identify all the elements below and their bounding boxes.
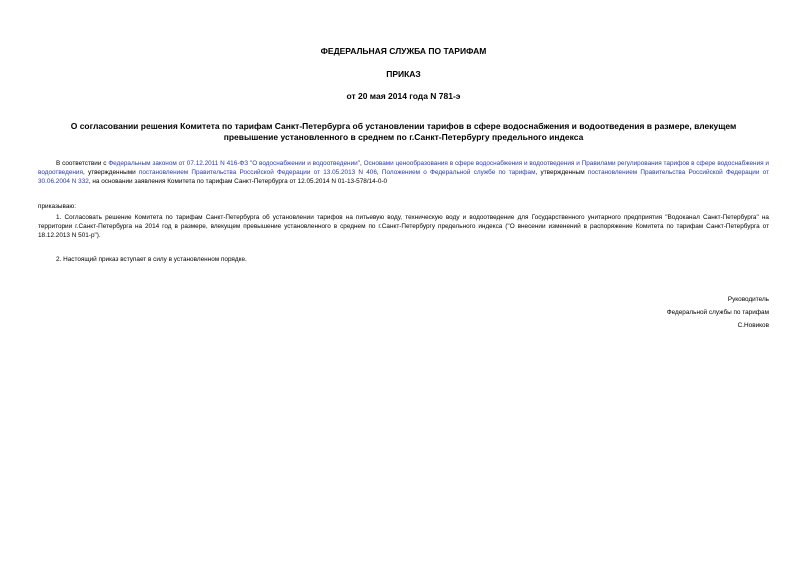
link-fst-regulation[interactable]: Положением о Федеральной службе по тарифам bbox=[381, 168, 536, 176]
order-item-2: 2. Настоящий приказ вступает в силу в установленном порядке. bbox=[56, 256, 247, 263]
preamble-text-2: , bbox=[360, 160, 364, 167]
agency-name: ФЕДЕРАЛЬНАЯ СЛУЖБА ПО ТАРИФАМ bbox=[320, 46, 487, 56]
preamble-paragraph bbox=[38, 160, 769, 186]
document-title: О согласовании решения Комитета по тарифам Санкт-Петербурга об установлении тарифов в сфере водоснабжения и водоотведения в размере, влекущем превышение установленного в среднем по г.Санкт-Петербургу предельного индекса bbox=[70, 121, 737, 142]
preamble-text-1: В соответствии с bbox=[56, 160, 109, 167]
order-item-1: 1. Согласовать решение Комитета по тарифам Санкт-Петербурга об установлении тарифов на питьевую воду, техническую воду и водоотведение для Государственного унитарного предприятия "Водоканал Санкт-Петербурга" на территории г.Санкт-Петербурга на 2014 год в размере, влекущем превышение установленного в среднем по г.Санкт-Петербургу предельного индекса ("О внесении изменений в распоряжение Комитета по тарифам Санкт-Петербурга от 18.12.2013 N 501-р"). bbox=[38, 214, 769, 239]
document-type: ПРИКАЗ bbox=[386, 69, 421, 79]
signature-title: Руководитель bbox=[727, 296, 769, 303]
document-date: от 20 мая 2014 года N 781-э bbox=[346, 91, 461, 101]
document-page bbox=[38, 0, 769, 571]
preamble-text-6: , на основании заявления Комитета по тарифам Санкт-Петербурга от 12.05.2014 N 01-13-578/14-0-0 bbox=[88, 177, 388, 185]
signature-name: С.Новиков bbox=[737, 322, 769, 329]
preamble-text-4: , bbox=[376, 168, 382, 176]
signature-organization: Федеральной службы по тарифам bbox=[666, 309, 769, 316]
link-resolution-332[interactable]: постановлением Правительства Российской Федерации от 30.06.2004 N 332 bbox=[38, 168, 769, 185]
link-pricing-basics[interactable]: Основами ценообразования в сфере водоснабжения и водоотведения и Правилами регулирования тарифов в сфере водоснабжения и водоотведения bbox=[38, 160, 770, 176]
link-federal-law-416[interactable]: Федеральным законом от 07.12.2011 N 416-ФЗ "О водоснабжении и водоотведении" bbox=[108, 160, 360, 167]
preamble-text-5: , утвержденным bbox=[535, 168, 588, 176]
orders-label: приказываю: bbox=[38, 203, 76, 210]
preamble-text-3: , утвержденными bbox=[82, 168, 139, 176]
link-resolution-406[interactable]: постановлением Правительства Российской Федерации от 13.05.2013 N 406 bbox=[138, 168, 377, 176]
